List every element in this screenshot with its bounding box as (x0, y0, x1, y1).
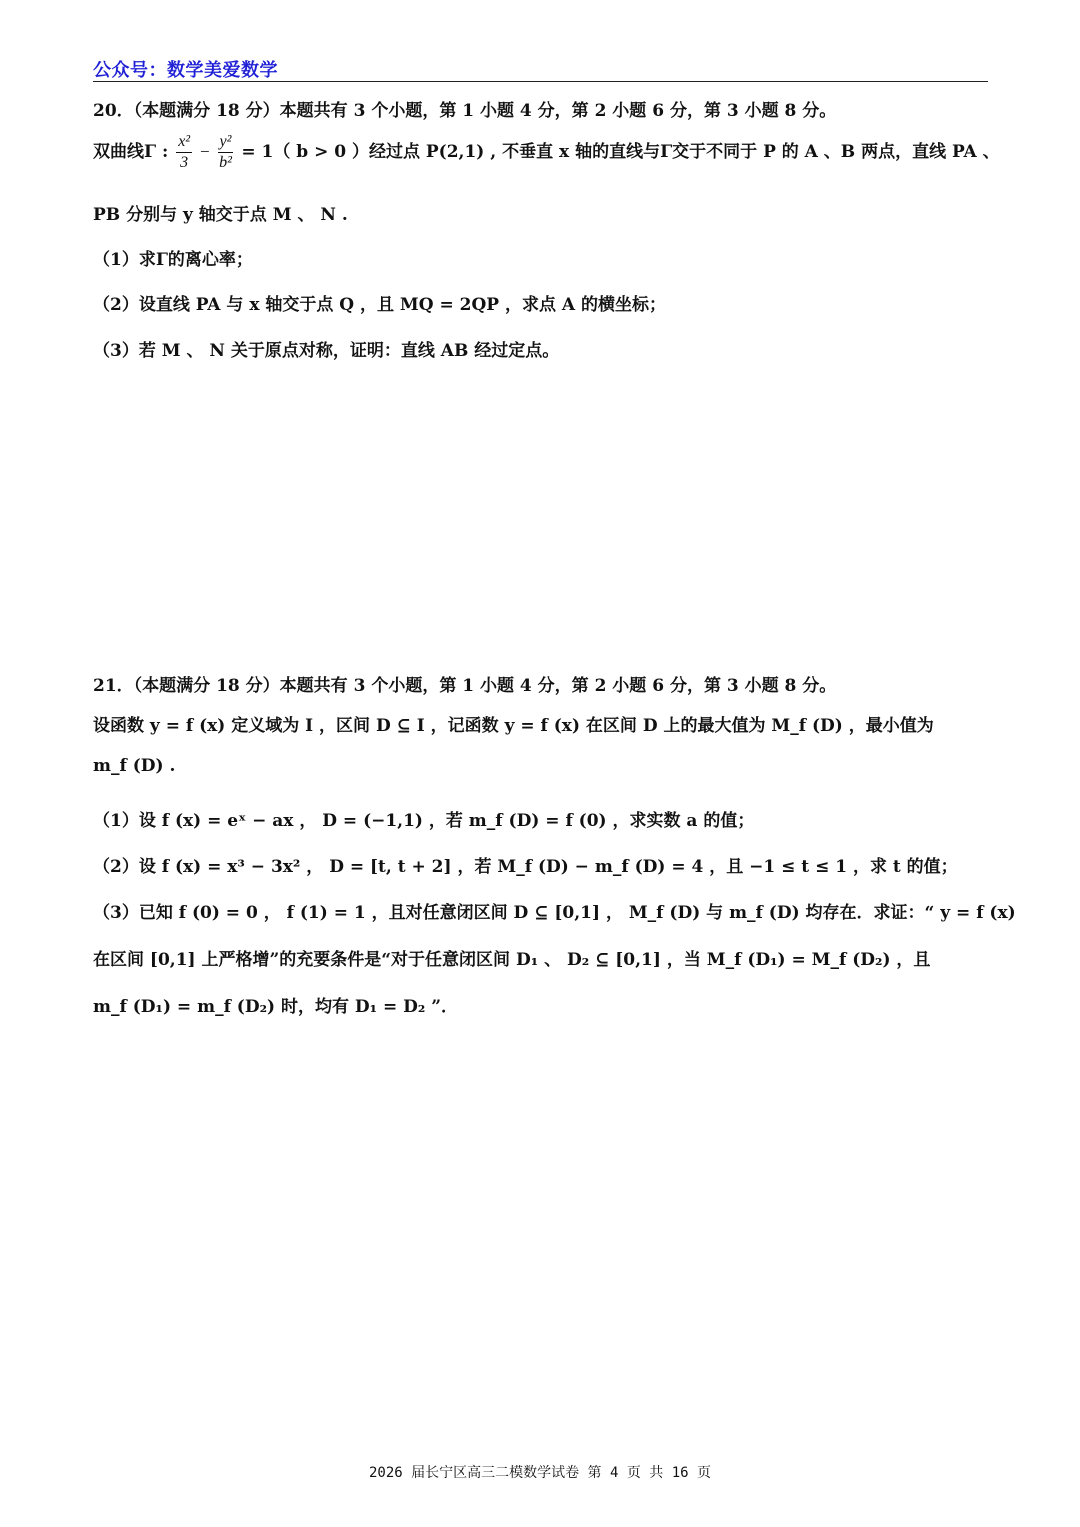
header-divider (93, 81, 988, 82)
q20-stem-a: 双曲线Γ : (93, 142, 169, 162)
q20-fraction-x (176, 132, 192, 173)
q21-part3c: m_f (D₁) = m_f (D₂) 时，均有 D₁ = D₂ ”． (93, 997, 459, 1017)
q20-part2: （2）设直线 PA 与 x 轴交于点 Q ，且 MQ = 2QP ，求点 A 的横坐标； (93, 295, 667, 315)
q20-part1: （1）求Γ的离心率； (93, 250, 253, 270)
q21-stem-a: 设函数 y = f (x) 定义域为 I ，区间 D ⊆ I ，记函数 y = f (x) 在区间 D 上的最大值为 M_f (D) ，最小值为 (93, 716, 934, 736)
q21-stem-b: m_f (D) . (93, 756, 176, 776)
q21-part1: （1）设 f (x) = eˣ − ax ， D = (−1,1) ，若 m_f (D) = f (0) ，求实数 a 的值； (93, 811, 755, 831)
q20-intro: 20．（本题满分 18 分）本题共有 3 个小题，第 1 小题 4 分，第 2 小题 6 分，第 3 小题 8 分。 (93, 101, 837, 121)
q20-part3: （3）若 M 、 N 关于原点对称，证明：直线 AB 经过定点。 (93, 341, 560, 361)
q20-stem-b: = 1（ b > 0 ）经过点 P(2,1) , 不垂直 x 轴的直线与Γ交于不同于 P 的 A 、B 两点，直线 PA 、 (241, 142, 1000, 162)
q20-minus: − (200, 142, 210, 161)
header-wechat-label: 公众号：数学美爱数学 (93, 60, 278, 81)
q21-part3a: （3）已知 f (0) = 0 ， f (1) = 1 ，且对任意闭区间 D ⊆ [0,1] ， M_f (D) 与 m_f (D) 均存在．求证：“ y = f (x) (93, 903, 1016, 923)
q20-frac2-den: b² (219, 154, 232, 171)
page-footer: 2026 届长宁区高三二模数学试卷 第 4 页 共 16 页 (368, 1465, 711, 1481)
q21-intro: 21．（本题满分 18 分）本题共有 3 个小题，第 1 小题 4 分，第 2 小题 6 分，第 3 小题 8 分。 (93, 676, 837, 696)
q20-frac2-num: y² (218, 132, 234, 153)
q20-stem-c: PB 分别与 y 轴交于点 M 、 N . (93, 205, 348, 225)
q21-part2: （2）设 f (x) = x³ − 3x² ， D = [t, t + 2] ，若 M_f (D) − m_f (D) = 4 ，且 −1 ≤ t ≤ 1 ，求 t 的值； (93, 857, 958, 877)
q20-frac1-den: 3 (180, 154, 189, 171)
q20-stem-line1 (93, 132, 1000, 173)
q21-part3b: 在区间 [0,1] 上严格增”的充要条件是“对于任意闭区间 D₁ 、 D₂ ⊆ [0,1] ，当 M_f (D₁) = M_f (D₂) ，且 (93, 950, 931, 970)
q20-frac1-num: x² (176, 132, 192, 153)
q20-fraction-y (218, 132, 234, 173)
